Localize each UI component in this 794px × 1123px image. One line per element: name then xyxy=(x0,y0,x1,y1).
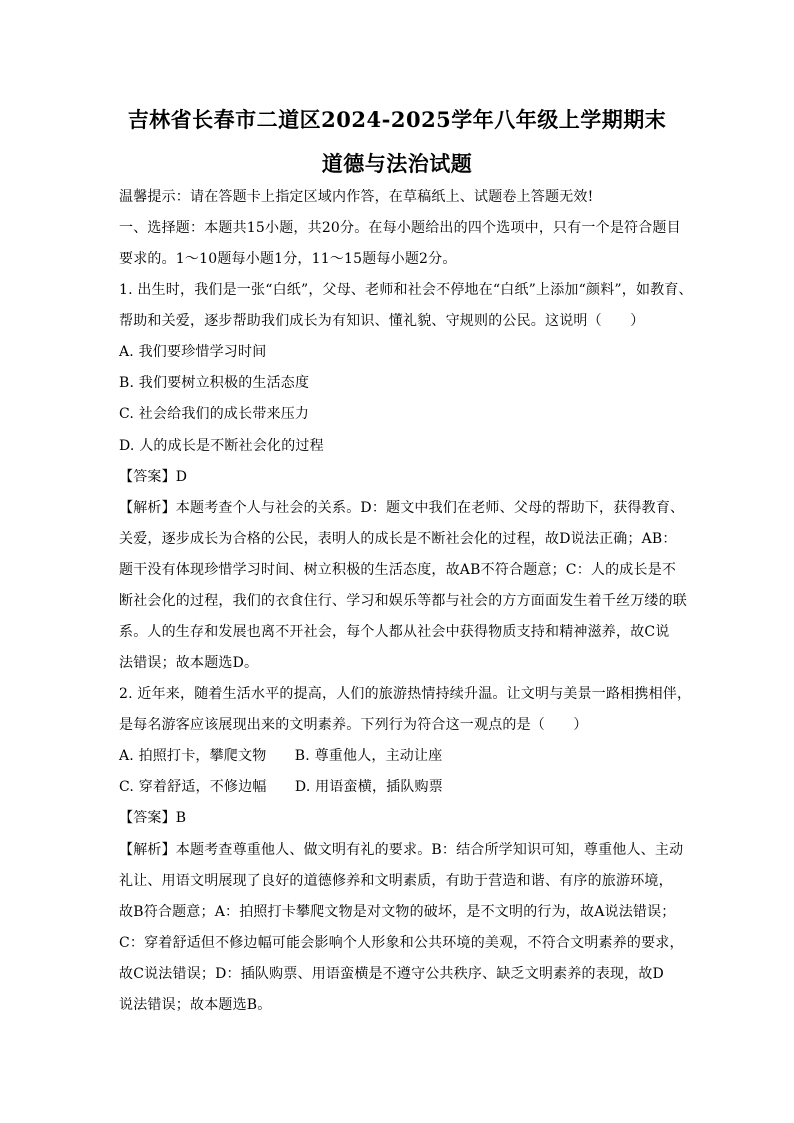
question-1-stem-cont: 帮助和关爱，逐步帮助我们成长为有知识、懂礼貌、守规则的公民。这说明（ ） xyxy=(119,313,645,329)
question-2-options-ab: A. 拍照打卡，攀爬文物 B. 尊重他人，主动让座 xyxy=(119,748,443,764)
question-1-analysis-line: 系。人的生存和发展也离不开社会，每个人都从社会中获得物质支持和精神滋养，故C说 xyxy=(119,624,670,640)
question-1-analysis-line: 题干没有体现珍惜学习时间、树立积极的生活态度，故AB不符合题意；C：人的成长是不 xyxy=(119,562,677,578)
notice-text: 温馨提示：请在答题卡上指定区域内作答，在草稿纸上、试题卷上答题无效! xyxy=(119,189,594,205)
question-1-answer: 【答案】D xyxy=(119,469,188,485)
question-2-options-cd: C. 穿着舒适，不修边幅 D. 用语蛮横，插队购票 xyxy=(119,779,443,795)
question-1-analysis: 【解析】本题考查个人与社会的关系。D：题文中我们在老师、父母的帮助下，获得教育、 xyxy=(119,500,685,516)
question-1-option-a: A. 我们要珍惜学习时间 xyxy=(119,344,267,360)
question-2-analysis-line: 礼让、用语文明展现了良好的道德修养和文明素质，有助于营造和谐、有序的旅游环境， xyxy=(119,873,673,889)
question-2-analysis: 【解析】本题考查尊重他人、做文明有礼的要求。B：结合所学知识可知，尊重他人、主动 xyxy=(119,842,684,858)
question-1-analysis-line: 关爱，逐步成长为合格的公民，表明人的成长是不断社会化的过程，故D说法正确；AB： xyxy=(119,531,677,547)
question-2-stem-cont: 是每名游客应该展现出来的文明素养。下列行为符合这一观点的是（ ） xyxy=(119,717,588,733)
question-2-analysis-line: 说法错误；故本题选B。 xyxy=(119,997,272,1013)
section-one-intro-cont: 要求的。1～10题每小题1分，11～15题每小题2分。 xyxy=(119,251,457,267)
question-1-option-d: D. 人的成长是不断社会化的过程 xyxy=(119,438,324,454)
question-1-analysis-line: 法错误；故本题选D。 xyxy=(119,655,259,671)
question-2-analysis-line: C：穿着舒适但不修边幅可能会影响个人形象和公共环境的美观，不符合文明素养的要求， xyxy=(119,935,684,951)
question-2-stem: 2. 近年来，随着生活水平的提高，人们的旅游热情持续升温。让文明与美景一路相携相伴， xyxy=(119,686,692,702)
question-1-analysis-line: 断社会化的过程，我们的衣食住行、学习和娱乐等都与社会的方方面面发生着千丝万缕的联 xyxy=(119,593,687,609)
question-1-stem: 1. 出生时，我们是一张“白纸”，父母、老师和社会不停地在“白纸”上添加“颜料”，如教育、 xyxy=(119,282,693,298)
exam-title-line1: 吉林省长春市二道区2024-2025学年八年级上学期期末 xyxy=(127,107,667,132)
question-2-answer: 【答案】B xyxy=(119,810,187,826)
question-1-option-c: C. 社会给我们的成长带来压力 xyxy=(119,406,310,422)
section-one-intro: 一、选择题：本题共15小题，共20分。在每小题给出的四个选项中，只有一个是符合题目 xyxy=(119,220,681,236)
question-2-analysis-line: 故B符合题意；A：拍照打卡攀爬文物是对文物的破坏，是不文明的行为，故A说法错误； xyxy=(119,904,676,920)
question-2-analysis-line: 故C说法错误；D：插队购票、用语蛮横是不遵守公共秩序、缺乏文明素养的表现，故D xyxy=(119,966,664,982)
question-1-option-b: B. 我们要树立积极的生活态度 xyxy=(119,375,310,391)
exam-title-line2: 道德与法治试题 xyxy=(321,151,473,176)
